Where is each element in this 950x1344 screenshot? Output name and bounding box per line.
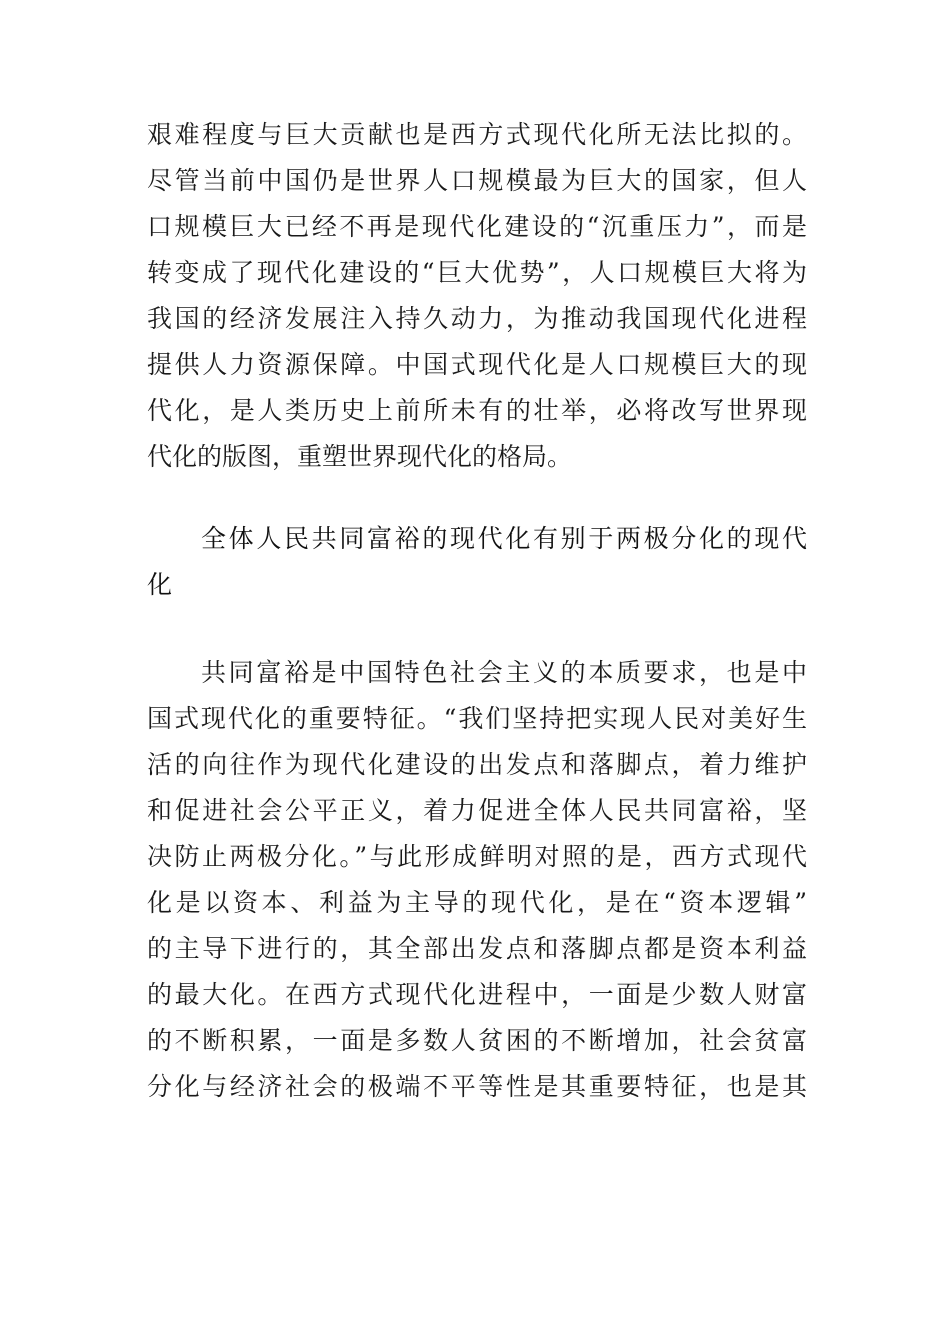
text-line: 的不断积累，一面是多数人贫困的不断增加，社会贫富 <box>147 1026 807 1055</box>
text-line: 尽管当前中国仍是世界人口规模最为巨大的国家，但人 <box>147 166 807 195</box>
text-line: 提供人力资源保障。中国式现代化是人口规模巨大的现 <box>147 350 807 379</box>
text-line: 共同富裕是中国特色社会主义的本质要求，也是中 <box>201 658 807 687</box>
text-line: 口规模巨大已经不再是现代化建设的“沉重压力”，而是 <box>147 212 807 241</box>
text-line: 代化的版图，重塑世界现代化的格局。 <box>147 442 573 471</box>
heading-line: 全体人民共同富裕的现代化有别于两极分化的现代 <box>201 524 807 553</box>
text-line: 和促进社会公平正义，着力促进全体人民共同富裕，坚 <box>147 796 807 825</box>
text-line: 决防止两极分化。”与此形成鲜明对照的是，西方式现代 <box>147 842 807 871</box>
text-line: 的最大化。在西方式现代化进程中，一面是少数人财富 <box>147 980 807 1009</box>
text-line: 的主导下进行的，其全部出发点和落脚点都是资本利益 <box>147 934 807 963</box>
text-line: 化是以资本、利益为主导的现代化，是在“资本逻辑” <box>147 888 807 917</box>
heading-line: 化 <box>147 570 173 599</box>
text-line: 分化与经济社会的极端不平等性是其重要特征，也是其 <box>147 1072 807 1101</box>
text-line: 我国的经济发展注入持久动力，为推动我国现代化进程 <box>147 304 807 333</box>
text-line: 活的向往作为现代化建设的出发点和落脚点，着力维护 <box>147 750 807 779</box>
text-line: 国式现代化的重要特征。“我们坚持把实现人民对美好生 <box>147 704 807 733</box>
text-line: 代化，是人类历史上前所未有的壮举，必将改写世界现 <box>147 396 807 425</box>
text-line: 艰难程度与巨大贡献也是西方式现代化所无法比拟的。 <box>147 120 807 149</box>
text-line: 转变成了现代化建设的“巨大优势”，人口规模巨大将为 <box>147 258 807 287</box>
